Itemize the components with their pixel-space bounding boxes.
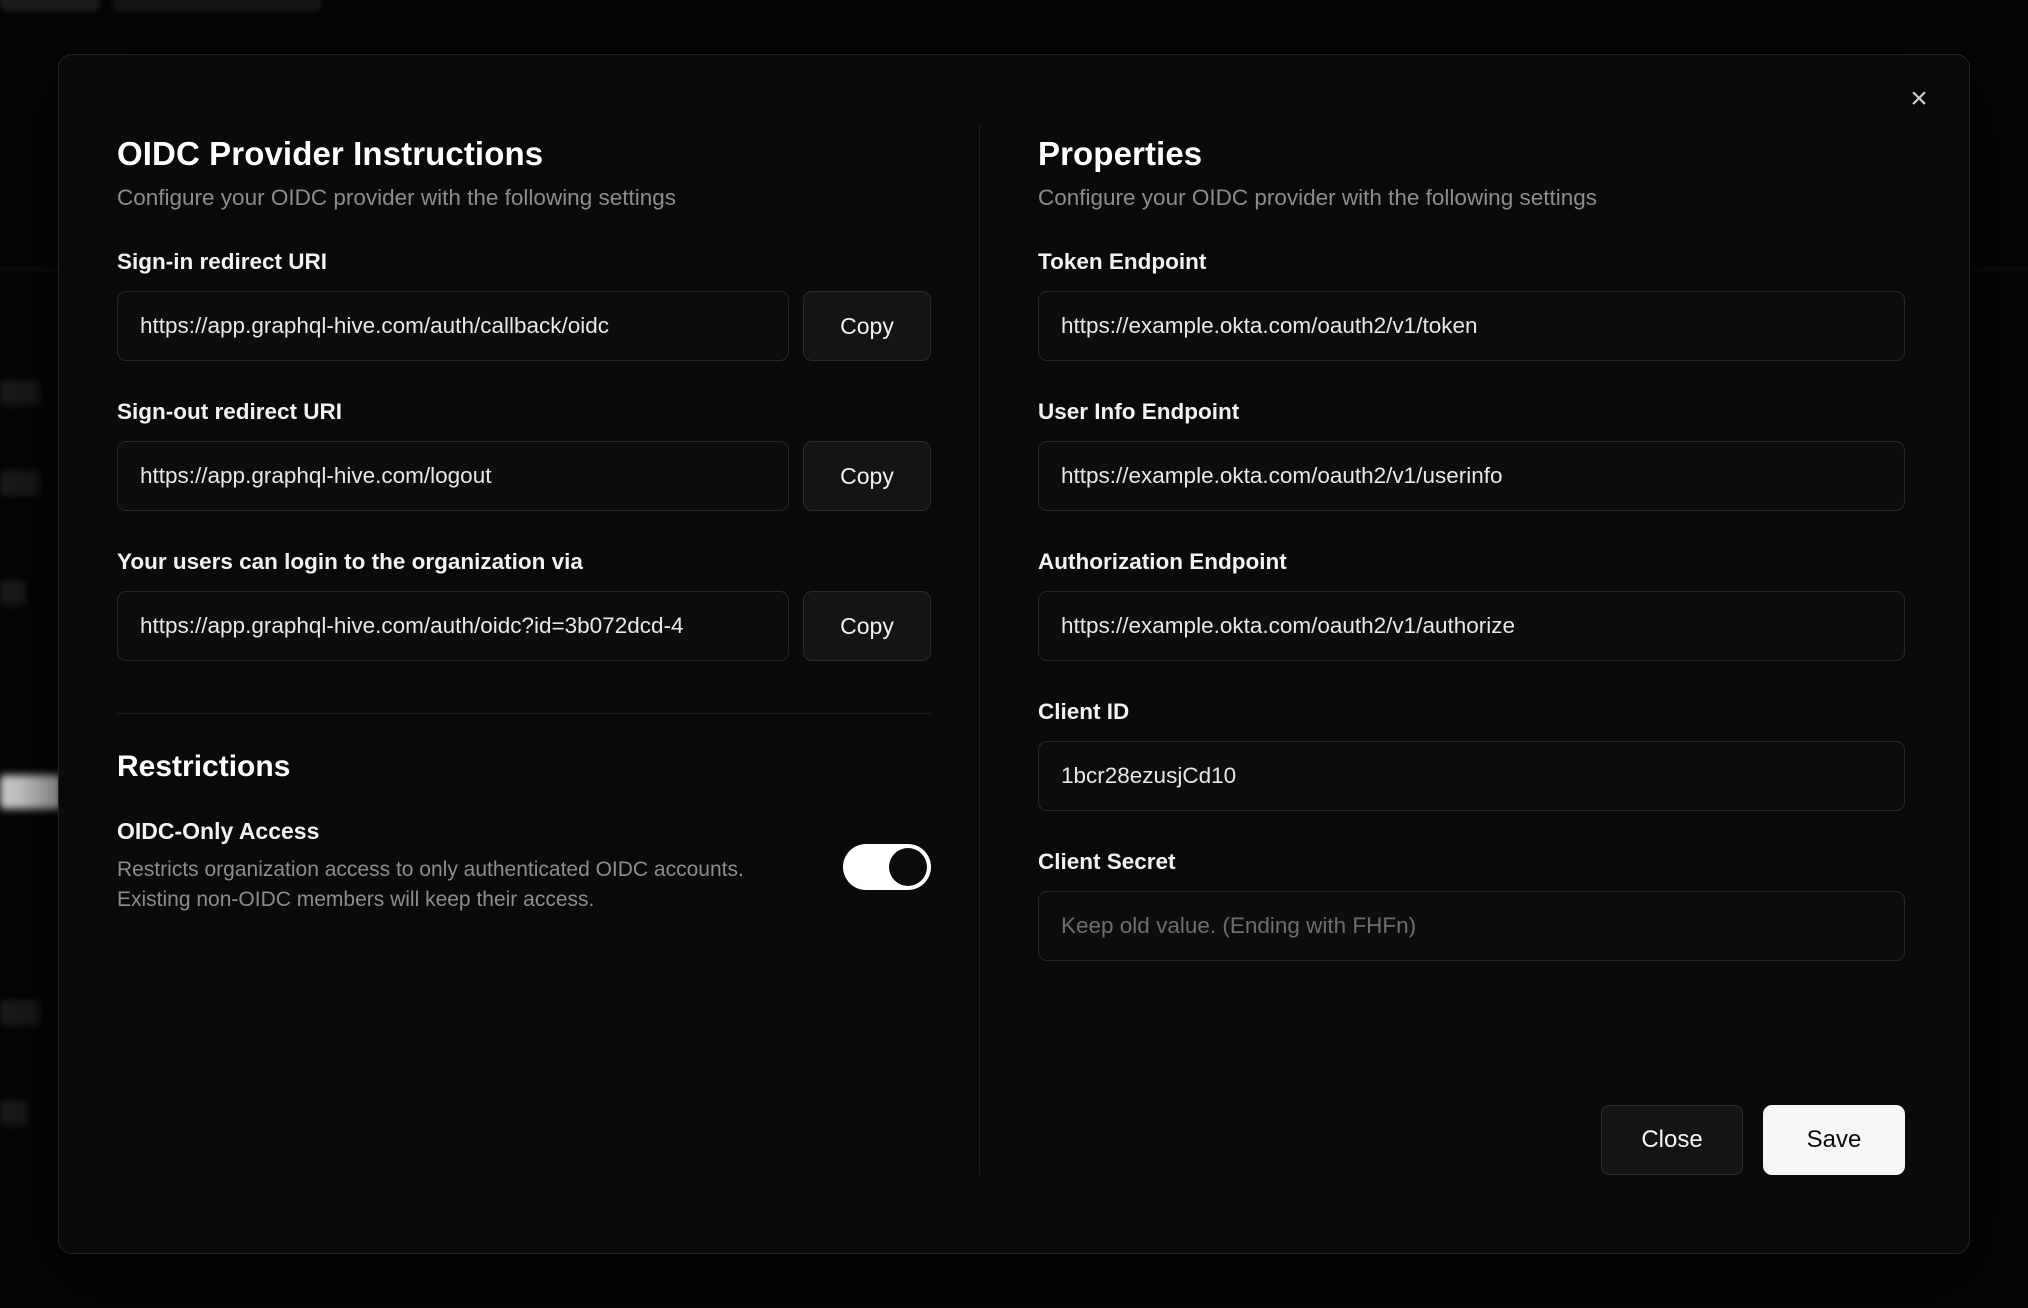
token-endpoint-row — [1038, 291, 1905, 361]
signout-redirect-input[interactable] — [117, 441, 789, 511]
authorization-endpoint-label: Authorization Endpoint — [1038, 549, 1287, 574]
background-sidebar-chip — [0, 580, 26, 606]
signout-redirect-label: Sign-out redirect URI — [117, 399, 343, 424]
signout-redirect-row — [117, 441, 931, 511]
oidc-configuration-modal — [58, 54, 1970, 1254]
client-secret-input[interactable] — [1038, 891, 1905, 961]
client-id-label: Client ID — [1038, 699, 1130, 724]
login-url-label: Your users can login to the organization via — [117, 549, 583, 574]
token-endpoint-label: Token Endpoint — [1038, 249, 1207, 274]
authorization-endpoint-input[interactable] — [1038, 591, 1905, 661]
authorization-endpoint-row — [1038, 591, 1905, 661]
login-url-input[interactable] — [117, 591, 789, 661]
login-url-row — [117, 591, 931, 661]
page-title: OIDC Provider Instructions — [117, 135, 544, 172]
token-endpoint-input[interactable] — [1038, 291, 1905, 361]
save-button[interactable]: Save — [1763, 1105, 1905, 1175]
copy-signout-redirect-button[interactable]: Copy — [803, 441, 931, 511]
oidc-properties-panel — [980, 115, 1969, 1253]
signin-redirect-row — [117, 291, 931, 361]
page-subtitle: Configure your OIDC provider with the following settings — [117, 185, 677, 210]
properties-subtitle: Configure your OIDC provider with the following settings — [1038, 185, 1598, 210]
toggle-knob-icon — [889, 848, 927, 886]
section-divider — [117, 713, 931, 714]
signin-redirect-label: Sign-in redirect URI — [117, 249, 328, 274]
oidc-only-access-text — [117, 818, 813, 916]
copy-signin-redirect-button[interactable]: Copy — [803, 291, 931, 361]
client-secret-row — [1038, 891, 1905, 961]
background-sidebar-chip — [0, 380, 40, 406]
user-info-endpoint-row — [1038, 441, 1905, 511]
client-id-input[interactable] — [1038, 741, 1905, 811]
oidc-only-access-description: Restricts organization access to only authenticated OIDC accounts. Existing non-OIDC members will keep their access. — [117, 858, 744, 912]
oidc-only-access-row — [117, 818, 931, 916]
signin-redirect-input[interactable] — [117, 291, 789, 361]
close-icon[interactable]: × — [1897, 77, 1941, 121]
background-browser-tab-secondary — [112, 0, 322, 12]
background-sidebar-chip — [0, 470, 40, 496]
background-sidebar-chip — [0, 1100, 28, 1126]
restrictions-heading: Restrictions — [117, 750, 291, 783]
client-secret-label: Client Secret — [1038, 849, 1176, 874]
user-info-endpoint-input[interactable] — [1038, 441, 1905, 511]
background-sidebar-highlight — [0, 775, 62, 809]
modal-footer-actions — [1038, 1105, 1905, 1253]
properties-title: Properties — [1038, 135, 1203, 172]
close-button[interactable]: Close — [1601, 1105, 1743, 1175]
copy-login-url-button[interactable]: Copy — [803, 591, 931, 661]
oidc-instructions-panel — [59, 115, 979, 1253]
background-sidebar-chip — [0, 1000, 40, 1026]
user-info-endpoint-label: User Info Endpoint — [1038, 399, 1240, 424]
background-browser-tab — [0, 0, 100, 12]
oidc-only-access-toggle[interactable] — [843, 844, 931, 890]
client-id-row — [1038, 741, 1905, 811]
oidc-only-access-title: OIDC-Only Access — [117, 818, 320, 844]
